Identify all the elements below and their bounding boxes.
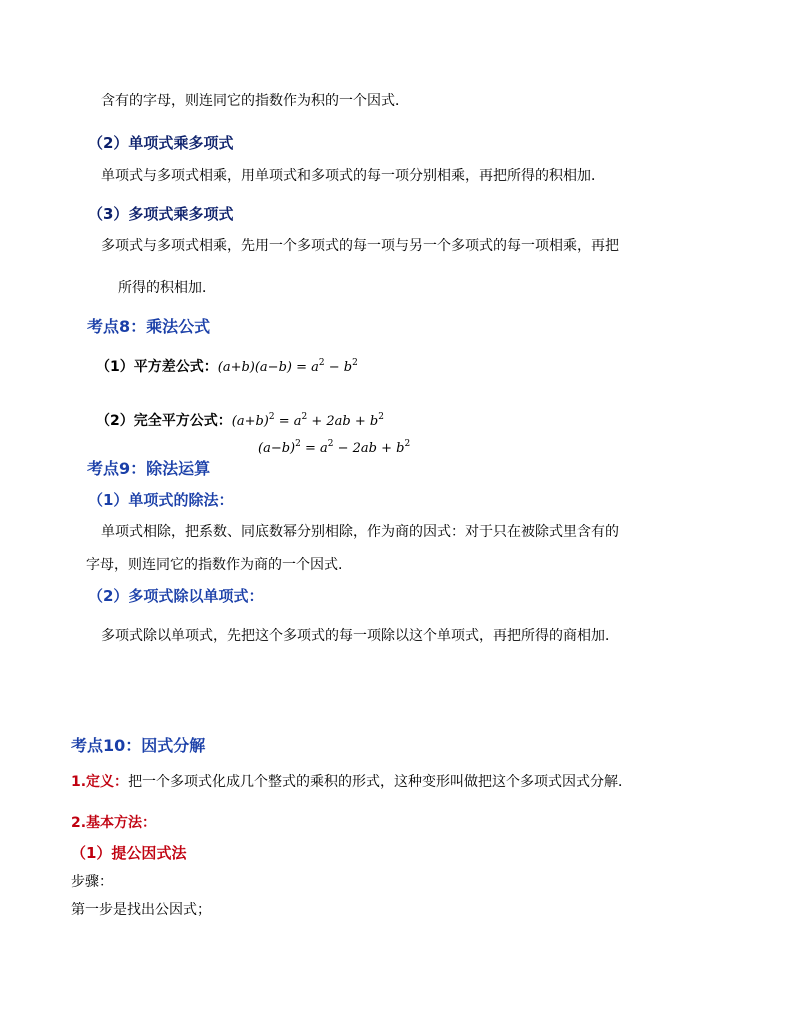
exponent: 2: [295, 439, 301, 449]
text-line: 多项式除以单项式，先把这个多项式的每一项除以这个单项式，再把所得的商相加．: [101, 628, 619, 644]
formula-part: − 2ab + b: [333, 441, 405, 456]
text-line: 含有的字母，则连同它的指数作为积的一个因式．: [101, 93, 409, 109]
exponent: 2: [352, 358, 358, 368]
step-one-text: 第一步是找出公因式；: [71, 902, 211, 918]
subheading-polynomial-times-polynomial: （3）多项式乘多项式: [88, 205, 234, 223]
definition-text: 把一个多项式化成几个整式的乘积的形式，这种变形叫做把这个多项式因式分解．: [128, 774, 633, 790]
formula-part: + 2ab + b: [307, 414, 379, 429]
formula-part: − b: [324, 360, 353, 375]
formula-perfect-square-minus: [258, 441, 410, 456]
section-heading-kaodian9: 考点9：除法运算: [87, 459, 211, 478]
formula-label-difference-of-squares: [96, 353, 358, 378]
text-line: 单项式与多项式相乘，用单项式和多项式的每一项分别相乘，再把所得的积相加．: [101, 168, 605, 184]
text-line: 所得的积相加．: [118, 280, 216, 296]
formula-perfect-square-minus-line: [258, 434, 410, 459]
subheading-polynomial-divided-by-monomial: （2）多项式除以单项式：: [88, 587, 264, 605]
formula-label-perfect-square: [96, 407, 384, 432]
formula-perfect-square-plus: [232, 414, 384, 429]
definition-label: 1.定义：: [71, 774, 129, 790]
steps-label: 步骤：: [71, 874, 113, 890]
method-heading-common-factor: （1）提公因式法: [71, 844, 187, 862]
subheading-monomial-division: （1）单项式的除法：: [88, 491, 234, 509]
exponent: 2: [378, 412, 384, 422]
formula-part: = a: [274, 414, 302, 429]
exponent: 2: [327, 439, 334, 449]
section-heading-kaodian8: 考点8：乘法公式: [87, 317, 211, 336]
exponent: 2: [404, 439, 411, 449]
formula-part: (a−b): [258, 441, 296, 456]
formula-part: (a+b): [231, 414, 269, 429]
text-line: 字母，则连同它的指数作为商的一个因式.: [86, 557, 343, 573]
basic-methods-heading: 2.基本方法：: [71, 815, 157, 831]
formula-label: （2）完全平方公式：: [96, 413, 232, 429]
exponent: 2: [318, 358, 325, 368]
definition-line: [71, 772, 632, 792]
text-line: 单项式相除，把系数、同底数幂分别相除，作为商的因式：对于只在被除式里含有的: [101, 524, 619, 540]
text-line: 多项式与多项式相乘，先用一个多项式的每一项与另一个多项式的每一项相乘，再把: [101, 238, 619, 254]
formula-part: (a+b)(a−b) = a: [217, 360, 319, 375]
formula-part: = a: [300, 441, 328, 456]
formula-difference-of-squares: [218, 360, 358, 375]
formula-label: （1）平方差公式：: [96, 359, 218, 375]
exponent: 2: [301, 412, 308, 422]
exponent: 2: [268, 412, 275, 422]
section-heading-kaodian10: 考点10：因式分解: [71, 736, 206, 755]
subheading-monomial-times-polynomial: （2）单项式乘多项式: [88, 134, 234, 152]
